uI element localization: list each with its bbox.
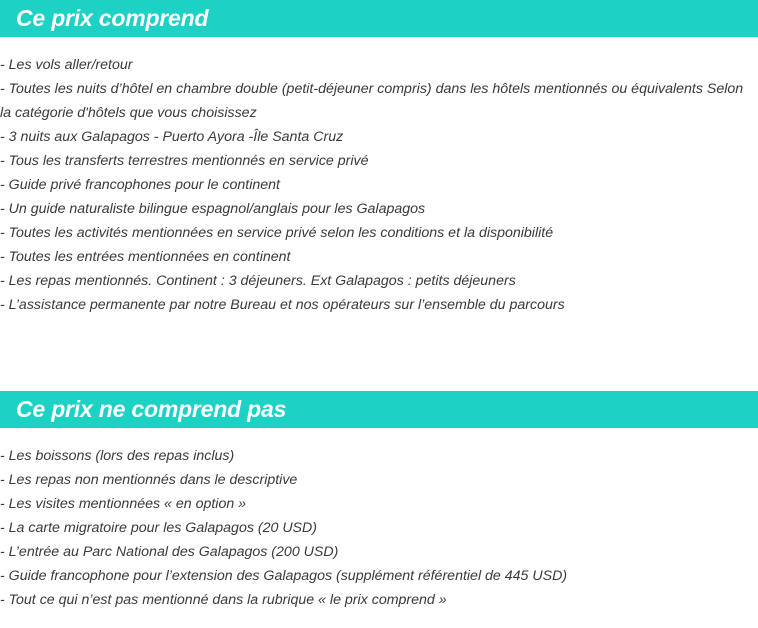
list-item: - Les repas non mentionnés dans le descriptive [0,472,298,488]
included-list [0,53,756,317]
list-item: - L’assistance permanente par notre Bureau et nos opérateurs sur l’ensemble du parcours [0,297,565,313]
list-item: - Guide francophone pour l’extension des Galapagos (supplément référentiel de 445 USD) [0,568,568,584]
included-title: Ce prix comprend [16,5,209,31]
list-item: - Tous les transferts terrestres mentionnés en service privé [0,153,369,169]
excluded-header [0,391,758,428]
list-item: - Les visites mentionnées « en option » [0,496,247,512]
list-item: - Les boissons (lors des repas inclus) [0,448,235,464]
list-item: - Les repas mentionnés. Continent : 3 déjeuners. Ext Galapagos : petits déjeuners [0,273,516,289]
list-item: - Guide privé francophones pour le continent [0,177,280,193]
list-item: - 3 nuits aux Galapagos - Puerto Ayora -Île Santa Cruz [0,129,344,145]
excluded-list [0,444,756,612]
included-header [0,0,758,37]
list-item: - Toutes les entrées mentionnées en continent [0,249,291,265]
list-item: - Tout ce qui n’est pas mentionné dans la rubrique « le prix comprend » [0,592,447,608]
excluded-title: Ce prix ne comprend pas [16,396,287,422]
list-item: - L’entrée au Parc National des Galapagos (200 USD) [0,544,339,560]
list-item: - Les vols aller/retour [0,57,133,73]
list-item: - Toutes les nuits d’hôtel en chambre double (petit-déjeuner compris) dans les hôtels mentionnés ou équivalents Selon la catégorie d'hôtels que vous choisissez [0,81,744,121]
list-item: - La carte migratoire pour les Galapagos (20 USD) [0,520,317,536]
list-item: - Toutes les activités mentionnées en service privé selon les conditions et la disponibilité [0,225,554,241]
list-item: - Un guide naturaliste bilingue espagnol/anglais pour les Galapagos [0,201,426,217]
